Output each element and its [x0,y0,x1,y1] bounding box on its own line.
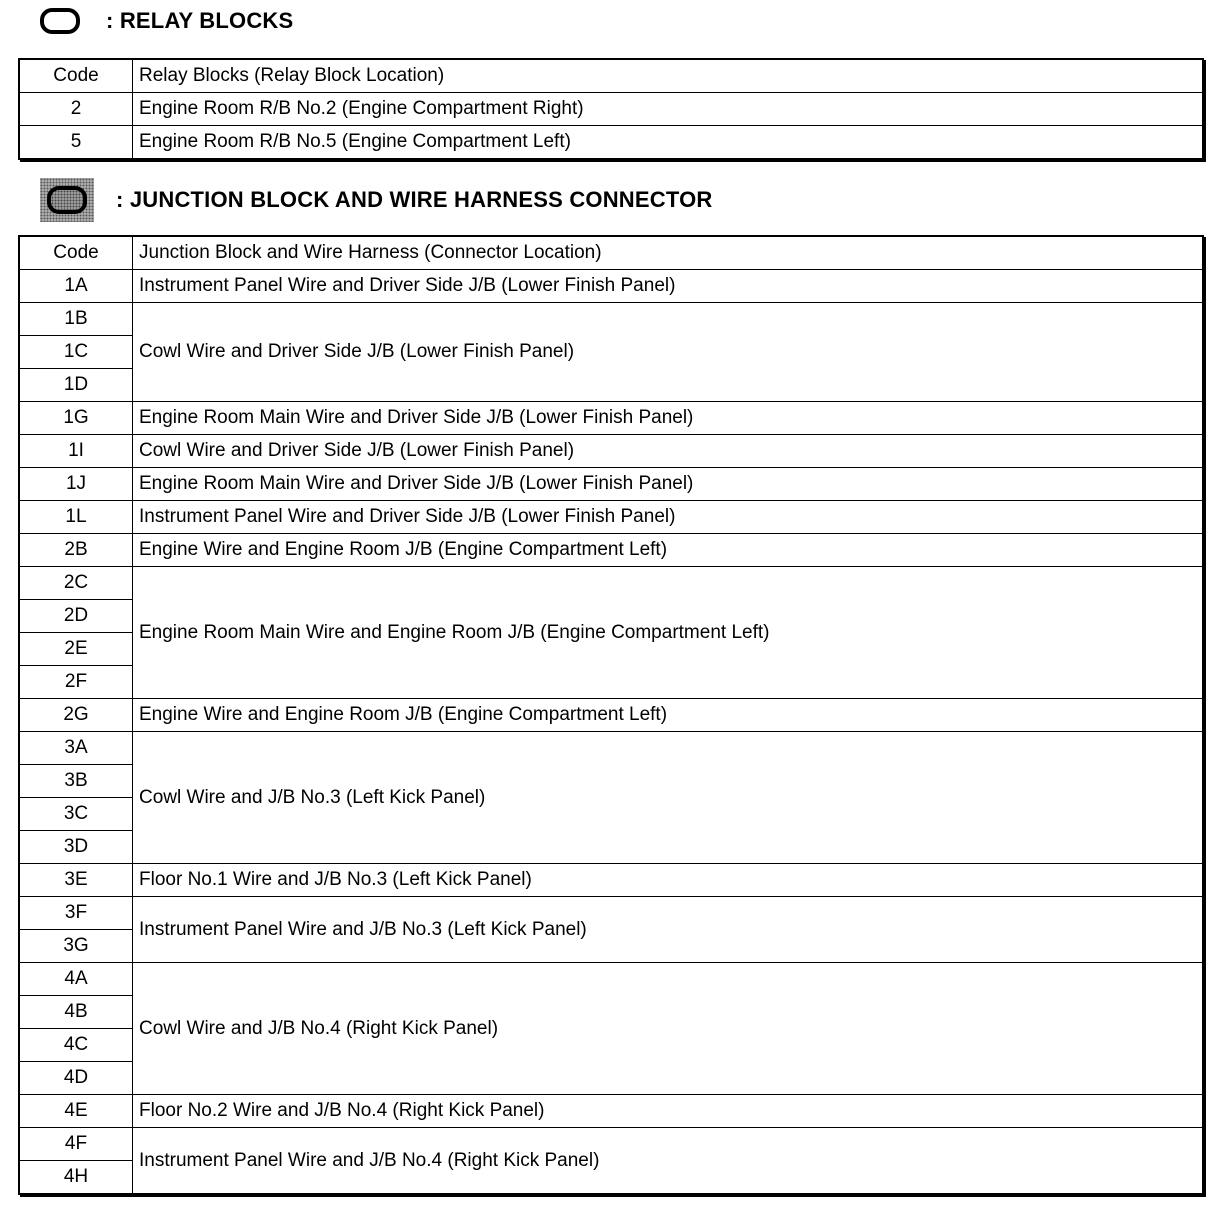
jb-code: 3B [19,765,133,798]
jb-desc: Engine Room Main Wire and Driver Side J/B (Lower Finish Panel) [133,402,1204,435]
jb-code: 1B [19,303,133,336]
jb-desc: Engine Wire and Engine Room J/B (Engine Compartment Left) [133,699,1204,732]
jb-row [19,699,1203,732]
relay-desc: Engine Room R/B No.5 (Engine Compartment Left) [133,126,1204,160]
jb-code: 4D [19,1062,133,1095]
jb-desc: Floor No.2 Wire and J/B No.4 (Right Kick Panel) [133,1095,1204,1128]
jb-code: 4A [19,963,133,996]
jb-row [19,567,1203,600]
jb-code: 1J [19,468,133,501]
jb-header-code: Code [19,236,133,270]
jb-code: 4C [19,1029,133,1062]
jb-code: 2F [19,666,133,699]
jb-code: 2B [19,534,133,567]
junction-block-table [18,235,1204,1195]
jb-row [19,534,1203,567]
jb-desc: Engine Wire and Engine Room J/B (Engine Compartment Left) [133,534,1204,567]
relay-desc: Engine Room R/B No.2 (Engine Compartment Right) [133,93,1204,126]
jb-code: 1C [19,336,133,369]
jb-row [19,897,1203,930]
relay-blocks-table [18,58,1204,160]
relay-blocks-heading [40,8,293,34]
jb-code: 3D [19,831,133,864]
jb-desc: Engine Room Main Wire and Engine Room J/B (Engine Compartment Left) [133,567,1204,699]
relay-header-desc: Relay Blocks (Relay Block Location) [133,59,1204,93]
jb-code: 1D [19,369,133,402]
jb-row [19,501,1203,534]
jb-desc: Instrument Panel Wire and J/B No.4 (Right Kick Panel) [133,1128,1204,1195]
jb-header-row [19,236,1203,270]
junction-block-heading [40,178,713,222]
jb-code: 1A [19,270,133,303]
jb-code: 3A [19,732,133,765]
jb-desc: Engine Room Main Wire and Driver Side J/B (Lower Finish Panel) [133,468,1204,501]
jb-row [19,1095,1203,1128]
jb-code: 4B [19,996,133,1029]
junction-block-shaded-icon [40,178,94,222]
jb-desc: Cowl Wire and Driver Side J/B (Lower Finish Panel) [133,303,1204,402]
relay-header-row [19,59,1203,93]
jb-row [19,963,1203,996]
jb-code: 1I [19,435,133,468]
jb-code: 2G [19,699,133,732]
jb-row [19,303,1203,336]
jb-code: 4H [19,1161,133,1195]
jb-code: 3E [19,864,133,897]
jb-row [19,402,1203,435]
jb-desc: Cowl Wire and J/B No.4 (Right Kick Panel) [133,963,1204,1095]
jb-desc: Instrument Panel Wire and Driver Side J/B (Lower Finish Panel) [133,270,1204,303]
jb-desc: Instrument Panel Wire and J/B No.3 (Left Kick Panel) [133,897,1204,963]
jb-code: 4E [19,1095,133,1128]
jb-code: 2D [19,600,133,633]
jb-row [19,1128,1203,1161]
jb-row [19,435,1203,468]
jb-row [19,270,1203,303]
jb-row [19,468,1203,501]
relay-block-outline-icon [40,8,80,34]
relay-row [19,126,1203,160]
relay-code: 5 [19,126,133,160]
jb-code: 2C [19,567,133,600]
junction-block-title: : JUNCTION BLOCK AND WIRE HARNESS CONNECTOR [116,187,713,212]
jb-code: 4F [19,1128,133,1161]
jb-row [19,864,1203,897]
jb-code: 2E [19,633,133,666]
jb-desc: Cowl Wire and J/B No.3 (Left Kick Panel) [133,732,1204,864]
relay-header-code: Code [19,59,133,93]
jb-header-desc: Junction Block and Wire Harness (Connector Location) [133,236,1204,270]
jb-code: 3F [19,897,133,930]
jb-desc: Cowl Wire and Driver Side J/B (Lower Finish Panel) [133,435,1204,468]
relay-blocks-title: : RELAY BLOCKS [106,8,294,33]
jb-row [19,732,1203,765]
jb-code: 1G [19,402,133,435]
jb-code: 3C [19,798,133,831]
jb-code: 1L [19,501,133,534]
jb-code: 3G [19,930,133,963]
jb-desc: Floor No.1 Wire and J/B No.3 (Left Kick Panel) [133,864,1204,897]
jb-desc: Instrument Panel Wire and Driver Side J/B (Lower Finish Panel) [133,501,1204,534]
relay-row [19,93,1203,126]
relay-code: 2 [19,93,133,126]
